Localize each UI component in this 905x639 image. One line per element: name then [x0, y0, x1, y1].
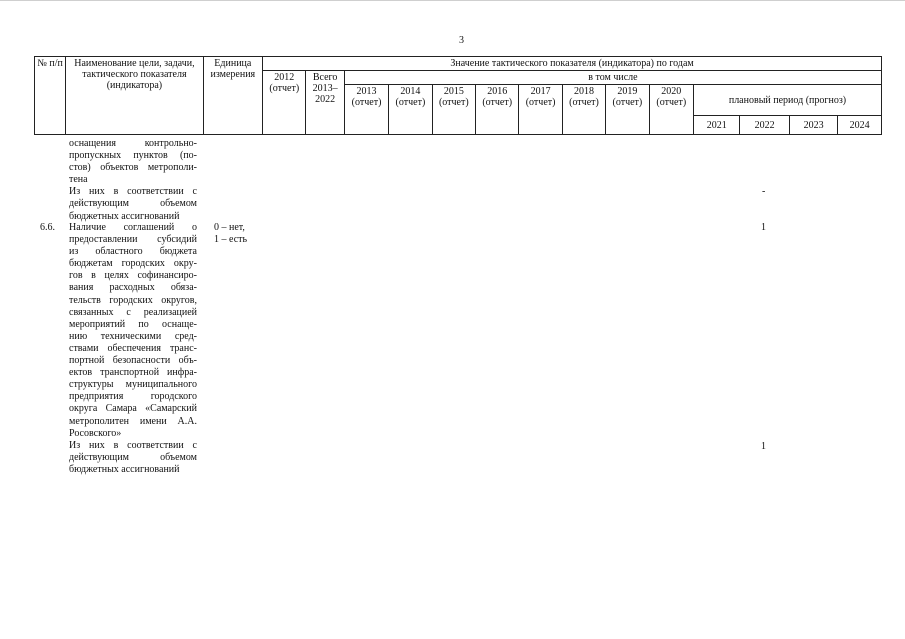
plan-period-header: плановый период (прогноз) — [693, 85, 881, 116]
text-line: Росовского» — [69, 427, 122, 439]
year-label: 2015 — [443, 86, 464, 97]
text-line: ектов транспортной инфра- — [69, 367, 197, 379]
text-line: из областного бюджета — [69, 246, 197, 258]
unit-line: 0 – нет, — [214, 222, 245, 233]
text-line: бюджетных ассигнований — [69, 463, 180, 475]
year-header — [432, 85, 475, 135]
unit-of-measure — [214, 222, 247, 246]
plan-year-header: 2021 — [693, 116, 739, 135]
text-line: Из них в соответствии с — [69, 186, 197, 198]
text-line: оснащения контрольно- — [69, 138, 197, 149]
report-label: (отчет) — [438, 97, 469, 108]
year-label: 2019 — [617, 86, 638, 97]
year-header — [476, 85, 519, 135]
including-header: в том числе — [344, 71, 881, 85]
col-values-header: Значение тактического показателя (индикатора) по годам — [263, 57, 882, 71]
text-line: действующим объемом — [69, 198, 197, 210]
indicator-description — [69, 222, 197, 476]
text-line: пропускных пунктов (по- — [69, 150, 197, 162]
text-line: структуры муниципального — [69, 379, 197, 391]
report-label: (отчет) — [525, 97, 556, 108]
col-unit-header: Единица измерения — [203, 57, 263, 135]
text-line: предприятия городского — [69, 391, 197, 403]
unit-line: 1 – есть — [214, 234, 248, 246]
year-header — [389, 85, 432, 135]
text-line: бюджетных ассигнований — [69, 210, 180, 222]
continuation-description — [69, 138, 197, 223]
year-label: 2012 — [274, 72, 295, 83]
text-line: тельств городских округов, — [69, 294, 197, 306]
total-range: 2013–2022 — [312, 83, 338, 105]
year-label: 2014 — [400, 86, 421, 97]
text-line: нию техническими сред- — [69, 330, 197, 342]
plan-year-header: 2023 — [789, 116, 837, 135]
report-label: (отчет) — [482, 97, 513, 108]
plan-year-header: 2022 — [740, 116, 789, 135]
report-label: (отчет) — [569, 97, 599, 108]
year-label: 2020 — [661, 86, 682, 97]
year-label: 2016 — [487, 86, 508, 97]
report-label: (отчет) — [656, 97, 687, 108]
report-label: (отчет) — [612, 97, 643, 108]
text-line: тена — [69, 174, 88, 186]
text-line: вания расходных обяза- — [69, 282, 197, 294]
text-line: действующим объемом — [69, 451, 197, 463]
row-number: 6.6. — [40, 222, 55, 233]
scan-top-edge — [0, 0, 905, 1]
plan-year-header: 2024 — [838, 116, 882, 135]
text-line: предоставлении субсидий — [69, 234, 197, 246]
indicator-table-header — [34, 56, 882, 135]
year-label: 2013 — [356, 86, 377, 97]
report-label: (отчет) — [351, 97, 382, 108]
text-line: ствами обеспечения транс- — [69, 342, 197, 354]
text-line: связанных с реализацией — [69, 306, 197, 318]
report-label: (отчет) — [269, 83, 300, 94]
year-header — [649, 85, 693, 135]
year-header — [344, 85, 388, 135]
col-name-header: Наименование цели, задачи, тактического показателя (индикатора) — [66, 57, 203, 135]
text-line: метрополитен имени А.А. — [69, 415, 197, 427]
report-label: (отчет) — [395, 97, 426, 108]
value-2022-budget: 1 — [761, 441, 766, 452]
total-label: Всего — [312, 72, 338, 83]
text-line: гов в целях софинансиро- — [69, 270, 197, 282]
value-2022: 1 — [761, 222, 766, 233]
year-header — [562, 85, 605, 135]
year-label: 2017 — [530, 86, 551, 97]
continuation-value-2022: - — [762, 186, 766, 197]
year-2012-header — [263, 71, 306, 135]
text-line: портной безопасности объ- — [69, 355, 197, 367]
total-header — [306, 71, 344, 135]
text-line: стов) объектов метрополи- — [69, 162, 197, 174]
text-line: Из них в соответствии с — [69, 439, 197, 451]
text-line: бюджетам городских окру- — [69, 258, 197, 270]
text-line: Наличие соглашений о — [69, 222, 197, 233]
col-num-header: № п/п — [35, 57, 66, 135]
page-number: 3 — [459, 35, 464, 46]
year-label: 2018 — [573, 86, 594, 97]
year-header — [606, 85, 649, 135]
year-header — [519, 85, 562, 135]
text-line: округа Самара «Самарский — [69, 403, 197, 415]
text-line: мероприятий по оснаще- — [69, 318, 197, 330]
